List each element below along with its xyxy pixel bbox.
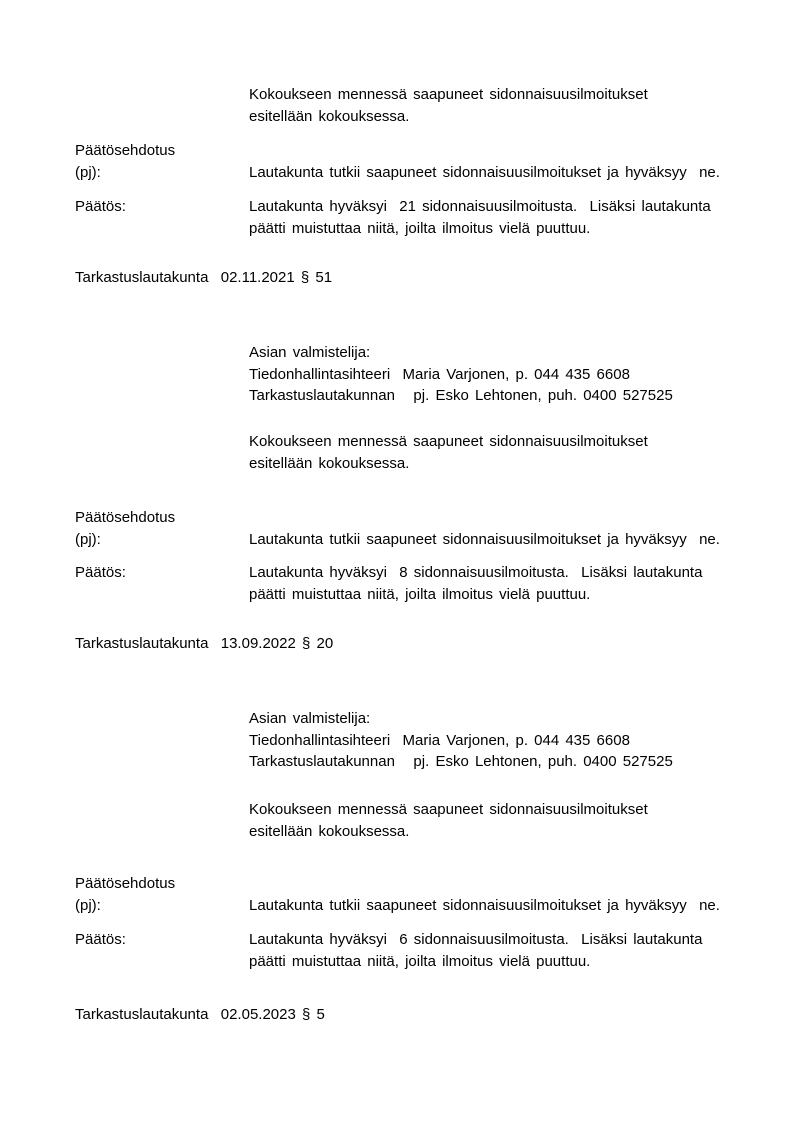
- decision-label: [75, 929, 126, 951]
- preparer-info-line: Tiedonhallintasihteeri Maria Varjonen, p. 044 435 6608: [249, 731, 630, 749]
- decision-text-line: päätti muistuttaa niitä, joilta ilmoitus vielä puuttuu.: [249, 585, 591, 603]
- decision-text: [249, 562, 702, 605]
- meeting-note-line: esitellään kokouksessa.: [249, 107, 410, 125]
- preparer-info-line: Tarkastuslautakunnan pj. Esko Lehtonen, puh. 0400 527525: [249, 753, 673, 770]
- committee-date-heading: [75, 267, 332, 289]
- preparer-info-line: Tarkastuslautakunnan pj. Esko Lehtonen, puh. 0400 527525: [249, 387, 673, 404]
- preparer-heading-line: Asian valmistelija:: [249, 344, 371, 361]
- proposal-label-line: (pj):: [75, 163, 101, 181]
- preparer-info-line: Tiedonhallintasihteeri Maria Varjonen, p. 044 435 6608: [249, 365, 630, 383]
- proposal-label-line: Päätösehdotus: [75, 142, 176, 159]
- proposal-text-line: Lautakunta tutkii saapuneet sidonnaisuusilmoitukset ja hyväksyy ne.: [249, 530, 720, 548]
- proposal-text: [249, 529, 720, 551]
- decision-label: [75, 196, 126, 218]
- decision-text: [249, 929, 702, 972]
- proposal-label-line: (pj):: [75, 896, 101, 914]
- proposal-label: [75, 507, 175, 550]
- committee-date-heading-line: Tarkastuslautakunta 13.09.2022 § 20: [75, 635, 334, 652]
- meeting-note-paragraph: [249, 799, 648, 842]
- meeting-note-line: esitellään kokouksessa.: [249, 454, 410, 472]
- committee-date-heading: [75, 633, 333, 655]
- proposal-text: [249, 162, 720, 184]
- decision-label-line: Päätös:: [75, 931, 126, 948]
- proposal-label-line: Päätösehdotus: [75, 509, 176, 526]
- decision-text-line: päätti muistuttaa niitä, joilta ilmoitus vielä puuttuu.: [249, 219, 591, 237]
- decision-text-line: Lautakunta hyväksyi 21 sidonnaisuusilmoitusta. Lisäksi lautakunta: [249, 198, 711, 215]
- decision-label: [75, 562, 126, 584]
- committee-date-heading: [75, 1004, 325, 1026]
- proposal-text-line: Lautakunta tutkii saapuneet sidonnaisuusilmoitukset ja hyväksyy ne.: [249, 896, 720, 914]
- decision-text-line: päätti muistuttaa niitä, joilta ilmoitus vielä puuttuu.: [249, 952, 591, 970]
- meeting-note-paragraph: [249, 84, 648, 127]
- preparer-info: [249, 342, 673, 407]
- meeting-note-line: Kokoukseen mennessä saapuneet sidonnaisuusilmoitukset: [249, 86, 648, 103]
- decision-label-line: Päätös:: [75, 198, 126, 215]
- decision-text: [249, 196, 711, 239]
- meeting-note-line: Kokoukseen mennessä saapuneet sidonnaisuusilmoitukset: [249, 801, 648, 818]
- committee-date-heading-line: Tarkastuslautakunta 02.11.2021 § 51: [75, 269, 333, 286]
- preparer-heading-line: Asian valmistelija:: [249, 710, 371, 727]
- proposal-label-line: Päätösehdotus: [75, 875, 176, 892]
- proposal-label: [75, 873, 175, 916]
- meeting-note-paragraph: [249, 431, 648, 474]
- decision-text-line: Lautakunta hyväksyi 8 sidonnaisuusilmoitusta. Lisäksi lautakunta: [249, 564, 703, 581]
- proposal-text: [249, 895, 720, 917]
- proposal-text-line: Lautakunta tutkii saapuneet sidonnaisuusilmoitukset ja hyväksyy ne.: [249, 163, 720, 181]
- proposal-label-line: (pj):: [75, 530, 101, 548]
- proposal-label: [75, 140, 175, 183]
- committee-date-heading-line: Tarkastuslautakunta 02.05.2023 § 5: [75, 1006, 325, 1023]
- meeting-note-line: Kokoukseen mennessä saapuneet sidonnaisuusilmoitukset: [249, 433, 648, 450]
- preparer-info: [249, 708, 673, 773]
- decision-label-line: Päätös:: [75, 564, 126, 581]
- decision-text-line: Lautakunta hyväksyi 6 sidonnaisuusilmoitusta. Lisäksi lautakunta: [249, 931, 703, 948]
- meeting-note-line: esitellään kokouksessa.: [249, 822, 410, 840]
